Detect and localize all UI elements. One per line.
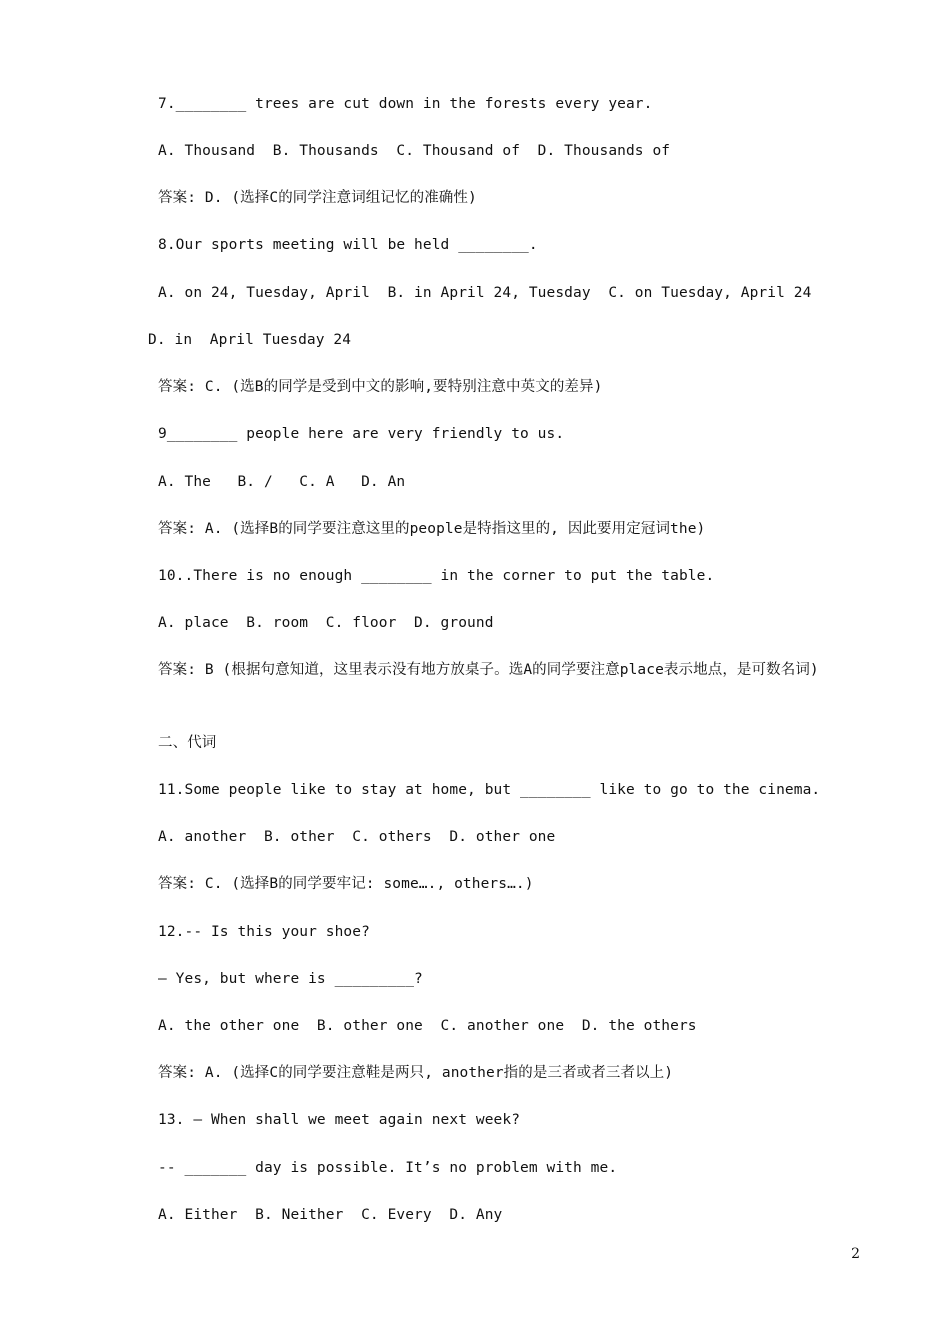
question-8: 8.Our sports meeting will be held ________. [158,237,538,253]
question-9-answer: 答案: A. (选择B的同学要注意这里的people是特指这里的, 因此要用定冠词the) [158,521,706,537]
question-8-options: A. on 24, Tuesday, April B. in April 24, Tuesday C. on Tuesday, April 24 [158,285,812,301]
question-10: 10..There is no enough ________ in the corner to put the table. [158,568,715,584]
question-13: 13. – When shall we meet again next week? [158,1112,521,1128]
question-13-reply: -- _______ day is possible. It’s no problem with me. [158,1160,618,1176]
question-12-answer: 答案: A. (选择C的同学要注意鞋是两只, another指的是三者或者三者以上) [158,1065,674,1081]
question-8-answer: 答案: C. (选B的同学是受到中文的影响,要特别注意中英文的差异) [158,379,603,395]
section-heading: 二、代词 [158,735,217,751]
question-7-answer: 答案: D. (选择C的同学注意词组记忆的准确性) [158,190,477,206]
question-12-reply: — Yes, but where is _________? [158,971,423,987]
question-11: 11.Some people like to stay at home, but ________ like to go to the cinema. [158,782,821,798]
question-12-options: A. the other one B. other one C. another one D. the others [158,1018,697,1034]
question-13-options: A. Either B. Neither C. Every D. Any [158,1207,503,1223]
question-11-options: A. another B. other C. others D. other one [158,829,556,845]
question-7-options: A. Thousand B. Thousands C. Thousand of D. Thousands of [158,143,671,159]
question-11-answer: 答案: C. (选择B的同学要牢记: some…., others….) [158,876,534,892]
question-8-option-d: D. in April Tuesday 24 [148,332,352,348]
page-number: 2 [851,1246,860,1262]
question-9-options: A. The B. / C. A D. An [158,474,406,490]
question-10-options: A. place B. room C. floor D. ground [158,615,494,631]
question-9: 9________ people here are very friendly to us. [158,426,565,442]
question-7: 7.________ trees are cut down in the forests every year. [158,96,653,112]
question-12: 12.-- Is this your shoe? [158,924,370,940]
question-10-answer: 答案: B (根据句意知道，这里表示没有地方放桌子。选A的同学要注意place表示地点，是可数名词) [158,662,819,678]
